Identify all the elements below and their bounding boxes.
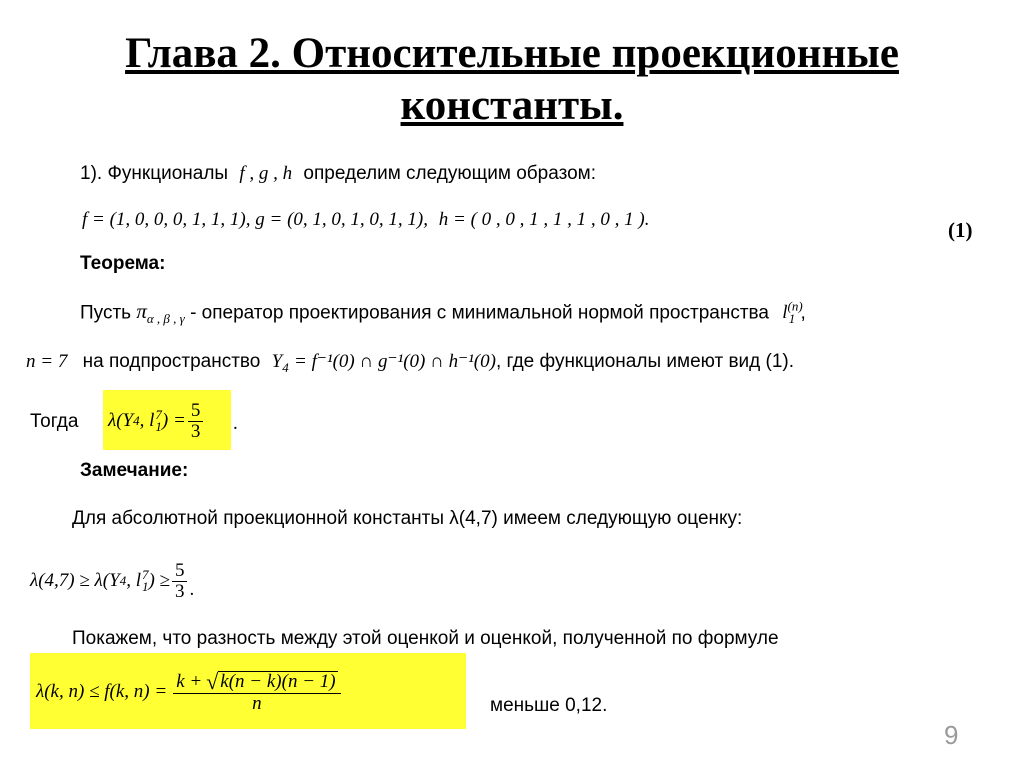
theorem-line-1 xyxy=(80,299,806,328)
remark-heading: Замечание: xyxy=(80,460,189,481)
intro-end-text: определим следующим образом: xyxy=(303,163,596,184)
then-sup: 7 xyxy=(155,407,162,422)
remark-inequality xyxy=(30,556,194,606)
functional-definitions xyxy=(82,209,649,231)
sqrt-symbol: √ xyxy=(206,668,219,694)
theorem-line-2 xyxy=(26,350,794,376)
formula-radicand: k(n − k)(n − 1) xyxy=(220,671,336,693)
formula-num-a: k + xyxy=(176,670,203,692)
ineq-denominator: 3 xyxy=(174,580,185,602)
let-word: Пусть xyxy=(80,302,132,324)
functional-vars: f , g , h xyxy=(239,163,293,184)
formula-denominator: n xyxy=(252,693,262,715)
then-lhs: λ(Y xyxy=(108,410,134,431)
ineq-fraction xyxy=(172,561,188,602)
y4-symbol: Y xyxy=(271,351,283,372)
ineq-numerator: 5 xyxy=(172,561,188,582)
then-lhs-mid: , l xyxy=(139,410,155,431)
pi-subscript: α , β , γ xyxy=(146,311,185,327)
subspace-text: на подпространство xyxy=(82,351,261,372)
ineq-sub2: 1 xyxy=(141,579,149,594)
where-text: , где функционалы имеют вид (1). xyxy=(495,351,795,372)
ineq-lhs: λ(4,7) ≥ λ(Y xyxy=(30,570,120,591)
page-number: 9 xyxy=(944,720,959,750)
functionals-intro xyxy=(80,163,596,185)
y4-subscript: 4 xyxy=(282,359,289,375)
intro-text: 1). Функционалы xyxy=(80,163,229,184)
subspace-formula: = f⁻¹(0) ∩ g⁻¹(0) ∩ h⁻¹(0) xyxy=(294,351,496,372)
g-definition: g = (0, 1, 0, 1, 0, 1, 1), xyxy=(255,209,428,230)
then-fraction xyxy=(188,401,204,442)
slide-title-line-1: Глава 2. Относительные проекционные xyxy=(125,30,899,77)
then-lhs-end: ) = xyxy=(161,410,186,431)
equation-label: (1) xyxy=(948,218,973,242)
ineq-dot: . xyxy=(189,579,195,600)
then-formula xyxy=(108,396,205,446)
n-equals: n = 7 xyxy=(26,351,68,372)
remark-line-1: Для абсолютной проекционной константы λ(4,7) имеем следующую оценку: xyxy=(72,508,743,529)
then-dot: . xyxy=(233,413,238,434)
slide-title-line-2: константы. xyxy=(400,82,624,129)
then-sub2: 1 xyxy=(155,419,162,434)
f-definition: f = (1, 0, 0, 0, 1, 1, 1), xyxy=(82,209,251,230)
operator-description: - оператор проектирования с минимальной нормой пространства xyxy=(190,302,769,324)
l-symbol: l xyxy=(782,302,788,324)
formula-lhs: λ(k, n) ≤ f(k, n) = xyxy=(36,681,168,702)
less-than-text: меньше 0,12. xyxy=(490,695,608,716)
pi-symbol: π xyxy=(136,299,147,324)
ineq-sub: 4 xyxy=(119,573,127,588)
formula-fraction xyxy=(173,670,340,714)
h-definition: h = ( 0 , 0 , 1 , 1 , 1 , 0 , 1 ). xyxy=(438,209,650,230)
then-word: Тогда xyxy=(30,411,79,432)
ineq-mid: , l xyxy=(126,570,141,591)
theorem-heading: Теорема: xyxy=(80,253,166,274)
line-1-comma: , xyxy=(800,302,806,324)
show-line: Покажем, что разность между этой оценкой и оценкой, полученной по формуле xyxy=(72,628,779,649)
ineq-sup: 7 xyxy=(141,567,149,582)
l-superscript: (n) xyxy=(787,299,803,314)
l-subscript: 1 xyxy=(788,311,796,327)
upper-bound-formula xyxy=(36,662,343,722)
then-lhs-sub: 4 xyxy=(133,413,140,428)
ineq-end: ) ≥ xyxy=(148,570,170,591)
then-denominator: 3 xyxy=(190,420,201,442)
then-numerator: 5 xyxy=(188,401,204,422)
